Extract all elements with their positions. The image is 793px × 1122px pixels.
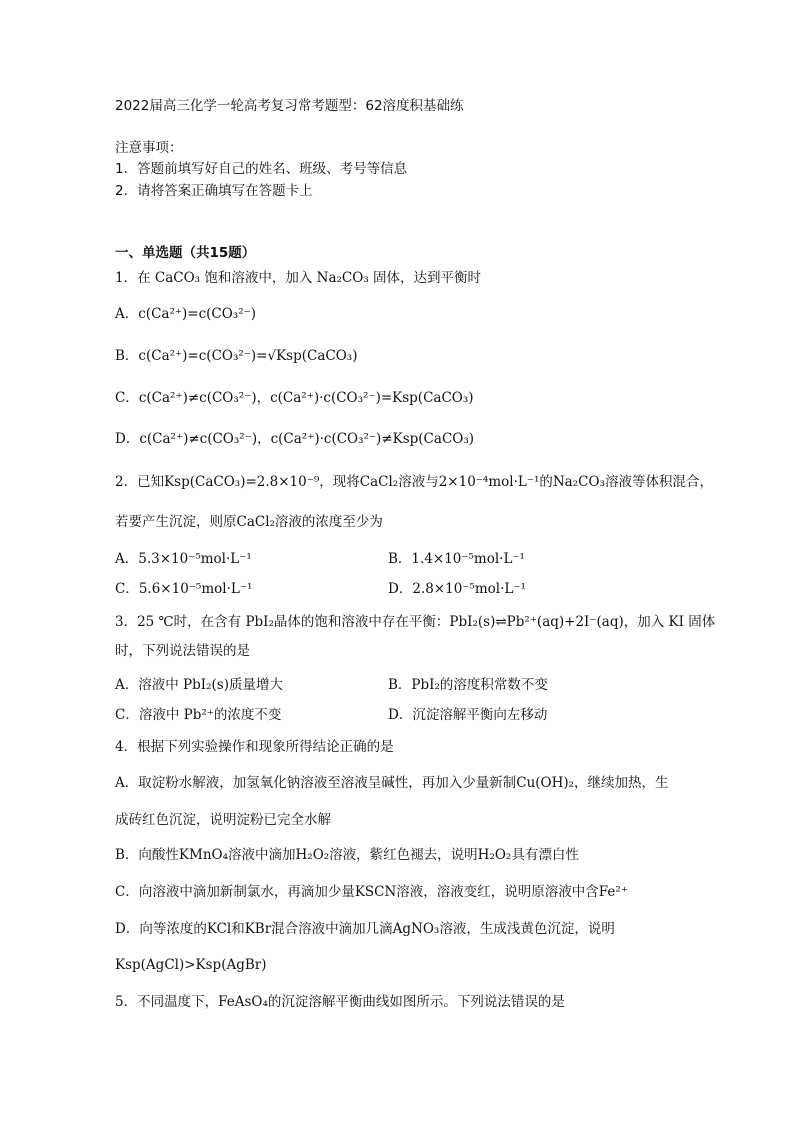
q4-option-d-line-2: Ksp(AgCl)>Ksp(AgBr) bbox=[115, 957, 267, 973]
q4-option-a-line-2: 成砖红色沉淀，说明淀粉已完全水解 bbox=[115, 812, 331, 828]
q4-option-d-line-1: D．向等浓度的KCl和KBr混合溶液中滴加几滴AgNO₃溶液，生成浅黄色沉淀，说明 bbox=[115, 921, 615, 937]
q1-option-c: C．c(Ca²⁺)≠c(CO₃²⁻)，c(Ca²⁺)·c(CO₃²⁻)=Ksp(CaCO₃) bbox=[115, 390, 474, 406]
q4-option-a-line-1: A．取淀粉水解液，加氢氧化钠溶液至溶液呈碱性，再加入少量新制Cu(OH)₂，继续加热，生 bbox=[115, 775, 669, 791]
q4-option-b: B．向酸性KMnO₄溶液中滴加H₂O₂溶液，紫红色褪去，说明H₂O₂具有漂白性 bbox=[115, 847, 579, 863]
notice-item-2: 2．请将答案正确填写在答题卡上 bbox=[115, 183, 313, 199]
q1-option-d: D．c(Ca²⁺)≠c(CO₃²⁻)，c(Ca²⁺)·c(CO₃²⁻)≠Ksp(CaCO₃) bbox=[115, 431, 475, 447]
q3-stem-line-1: 3．25 ℃时，在含有 PbI₂晶体的饱和溶液中存在平衡：PbI₂(s)⇌Pb²⁺(aq)+2I⁻(aq)，加入 KI 固体 bbox=[115, 614, 716, 630]
q2-stem-line-1: 2．已知Ksp(CaCO₃)=2.8×10⁻⁹，现将CaCl₂溶液与2×10⁻⁴mol·L⁻¹的Na₂CO₃溶液等体积混合， bbox=[115, 474, 713, 490]
q1-option-a: A．c(Ca²⁺)=c(CO₃²⁻) bbox=[115, 306, 257, 322]
notice-item-1: 1．答题前填写好自己的姓名、班级、考号等信息 bbox=[115, 161, 408, 177]
q2-option-c: C．5.6×10⁻⁵mol·L⁻¹ bbox=[115, 581, 253, 597]
q3-option-b: B．PbI₂的溶度积常数不变 bbox=[388, 677, 548, 693]
q5-stem: 5．不同温度下，FeAsO₄的沉淀溶解平衡曲线如图所示。下列说法错误的是 bbox=[115, 994, 565, 1010]
q3-option-c: C．溶液中 Pb²⁺的浓度不变 bbox=[115, 707, 282, 723]
q2-option-b: B．1.4×10⁻⁵mol·L⁻¹ bbox=[388, 551, 525, 567]
section-heading: 一、单选题（共15题） bbox=[115, 245, 256, 261]
document-title: 2022届高三化学一轮高考复习常考题型：62溶度积基础练 bbox=[115, 98, 464, 114]
q1-stem: 1．在 CaCO₃ 饱和溶液中，加入 Na₂CO₃ 固体，达到平衡时 bbox=[115, 270, 482, 286]
q3-stem-line-2: 时，下列说法错误的是 bbox=[115, 643, 250, 659]
q2-option-a: A．5.3×10⁻⁵mol·L⁻¹ bbox=[115, 551, 252, 567]
q2-option-d: D．2.8×10⁻⁵mol·L⁻¹ bbox=[388, 581, 526, 597]
notice-heading: 注意事项： bbox=[115, 140, 183, 156]
q1-option-b: B．c(Ca²⁺)=c(CO₃²⁻)=√Ksp(CaCO₃) bbox=[115, 348, 358, 364]
q4-stem: 4．根据下列实验操作和现象所得结论正确的是 bbox=[115, 739, 394, 755]
q2-stem-line-2: 若要产生沉淀，则原CaCl₂溶液的浓度至少为 bbox=[115, 514, 383, 530]
q4-option-c: C．向溶液中滴加新制氯水，再滴加少量KSCN溶液，溶液变红，说明原溶液中含Fe²⁺ bbox=[115, 884, 628, 900]
q3-option-d: D．沉淀溶解平衡向左移动 bbox=[388, 707, 548, 723]
q3-option-a: A．溶液中 PbI₂(s)质量增大 bbox=[115, 677, 283, 693]
